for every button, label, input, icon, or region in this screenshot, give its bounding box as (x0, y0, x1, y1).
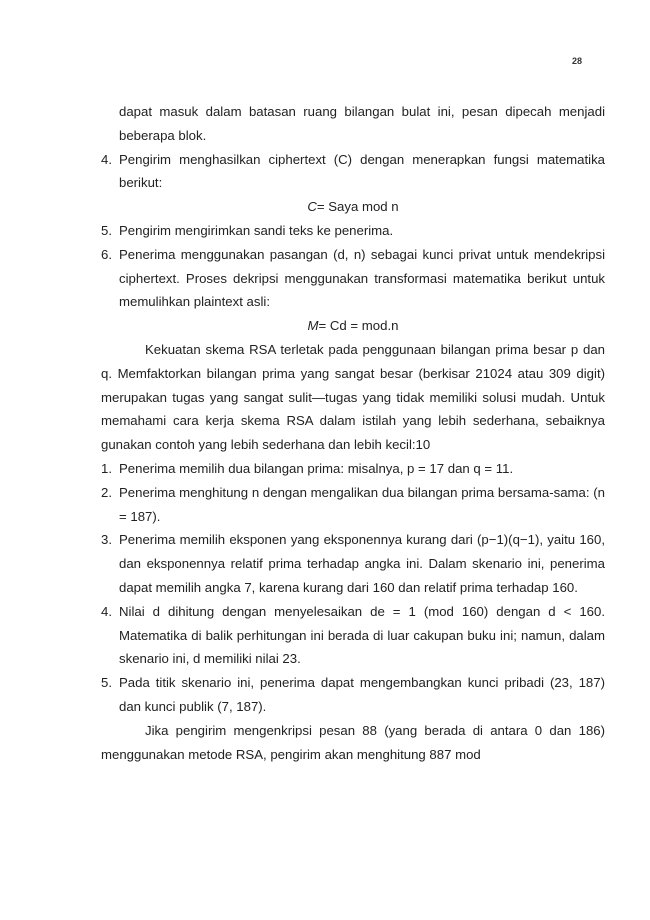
paragraph-encrypt-example: Jika pengirim mengenkripsi pesan 88 (yang berada di antara 0 dan 186) menggunakan metode RSA, pengirim akan menghitung 887 mod (101, 722, 605, 762)
list-number: 4. (101, 603, 112, 619)
list-number: 2. (101, 484, 112, 500)
list-number: 5. (101, 675, 112, 691)
list-item (101, 481, 605, 529)
list-item (101, 528, 605, 599)
formula-expression: = Saya mod n (316, 199, 399, 215)
continuation-text: dapat masuk dalam batasan ruang bilangan bulat ini, pesan dipecah menjadi beberapa blok. (119, 104, 605, 143)
list-text: Penerima memilih eksponen yang eksponennya kurang dari (p−1)(q−1), yaitu 160, dan eksponennya relatif prima terhadap angka ini. Dalam skenario ini, penerima dapat memilih angka 7, karena kurang dari 160 dan relatif prima terhadap 160. (119, 532, 605, 595)
list-number: 4. (101, 151, 112, 167)
formula-expression: = Cd = mod.n (318, 318, 399, 334)
page-body (101, 100, 605, 766)
formula-encrypt (101, 195, 605, 219)
formula-variable: C (307, 199, 317, 215)
formula-variable: M (307, 318, 319, 334)
list-text: Penerima menggunakan pasangan (d, n) sebagai kunci privat untuk mendekripsi ciphertext. Proses dekripsi menggunakan transformasi matematika berikut untuk memulihkan plaintext asli: (119, 246, 605, 310)
list-item (101, 671, 605, 719)
list-text: Pengirim mengirimkan sandi teks ke penerima. (119, 222, 394, 238)
list-item (101, 457, 605, 481)
list-item (101, 600, 605, 671)
list-number: 6. (101, 246, 112, 262)
page-number: 28 (572, 56, 583, 66)
list-number: 1. (101, 460, 112, 476)
list-item (101, 219, 605, 243)
paragraph-rsa-strength: Kekuatan skema RSA terletak pada penggunaan bilangan prima besar p dan q. Memfaktorkan bilangan prima yang sangat besar (berkisar 21024 atau 309 digit) merupakan tugas yang sangat sulit—tugas yang tidak memiliki solusi mudah. Untuk memahami cara kerja skema RSA dalam istilah yang lebih sederhana, sebaiknya gunakan contoh yang lebih sederhana dan lebih kecil:10 (101, 341, 605, 453)
list-item (101, 148, 605, 196)
list-item (101, 243, 605, 314)
list-number: 5. (101, 222, 112, 238)
list-text: Pada titik skenario ini, penerima dapat mengembangkan kunci pribadi (23, 187) dan kunci publik (7, 187). (119, 675, 605, 714)
list-text: Penerima memilih dua bilangan prima: misalnya, p = 17 dan q = 11. (119, 460, 514, 476)
list-number: 3. (101, 532, 112, 548)
list-text: Nilai d dihitung dengan menyelesaikan de = 1 (mod 160) dengan d < 160. Matematika di balik perhitungan ini berada di luar cakupan buku ini; namun, dalam skenario ini, d memiliki nilai 23. (119, 603, 605, 667)
list-text: Pengirim menghasilkan ciphertext (C) dengan menerapkan fungsi matematika berikut: (119, 151, 605, 191)
list-text: Penerima menghitung n dengan mengalikan dua bilangan prima bersama-sama: (n = 187). (119, 484, 605, 524)
formula-decrypt (101, 314, 605, 338)
